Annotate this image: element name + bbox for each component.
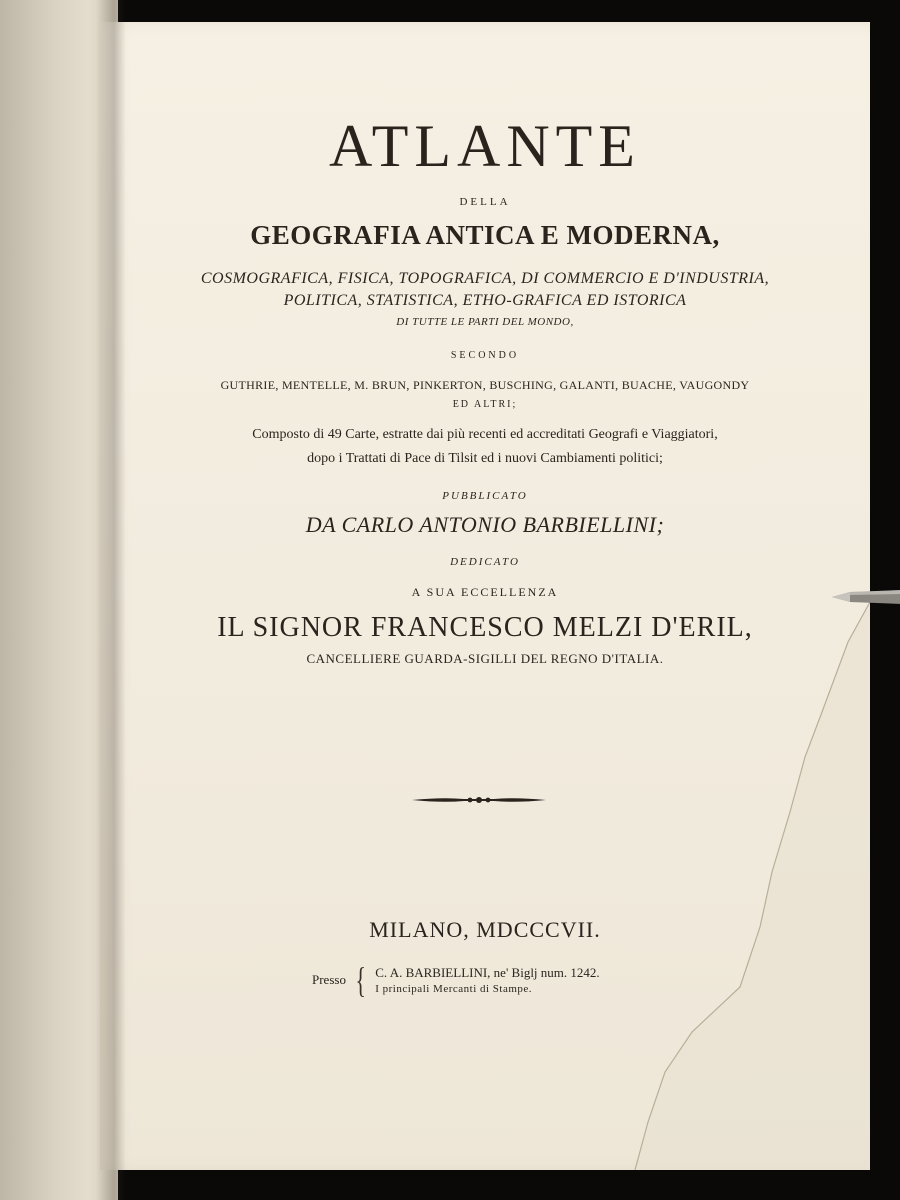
description-line-1: COSMOGRAFICA, FISICA, TOPOGRAFICA, DI COMMERCIO E D'INDUSTRIA, xyxy=(200,270,770,287)
treaty-note: dopo i Trattati di Pace di Tilsit ed i nuovi Cambiamenti politici; xyxy=(307,451,663,466)
dedicatee-office: CANCELLIERE GUARDA-SIGILLI DEL REGNO D'ITALIA. xyxy=(306,651,664,666)
presso-label: Presso xyxy=(312,972,346,987)
presso-line-2: I principali Mercanti di Stampe. xyxy=(375,983,533,995)
pen-icon xyxy=(832,586,900,608)
presso-line-1: C. A. BARBIELLINI, ne' Biglj num. 1242. xyxy=(375,965,600,980)
page-title: ATLANTE xyxy=(329,113,641,179)
dedicato-label: DEDICATO xyxy=(450,556,520,568)
dedicatee-name: IL SIGNOR FRANCESCO MELZI D'ERIL, xyxy=(217,612,753,643)
composition-note: Composto di 49 Carte, estratte dai più recenti ed accreditati Geografi e Viaggiatori, xyxy=(252,427,718,442)
imprint: MILANO, MDCCCVII. xyxy=(369,917,601,942)
authors-list: GUTHRIE, MENTELLE, M. BRUN, PINKERTON, BUSCHING, GALANTI, BUACHE, VAUGONDY xyxy=(220,378,750,392)
description-line-3: DI TUTTE LE PARTI DEL MONDO, xyxy=(396,316,574,328)
gutter-shadow xyxy=(96,0,126,1200)
della-text: DELLA xyxy=(459,196,511,208)
secondo-text: SECONDO xyxy=(450,350,520,361)
ed-altri-text: ED ALTRI; xyxy=(452,399,518,410)
description-line-2: POLITICA, STATISTICA, ETHO-GRAFICA ED ISTORICA xyxy=(283,292,687,309)
ornament-divider-icon xyxy=(412,793,546,807)
dedication-intro: A SUA ECCELLENZA xyxy=(411,585,559,599)
pubblicato-label: PUBBLICATO xyxy=(442,490,528,502)
brace-icon: { xyxy=(355,960,366,1000)
presso-block xyxy=(312,960,600,1000)
publisher-name: DA CARLO ANTONIO BARBIELLINI; xyxy=(305,512,665,537)
subtitle: GEOGRAFIA ANTICA E MODERNA, xyxy=(250,220,720,250)
presso-lines xyxy=(375,965,599,995)
